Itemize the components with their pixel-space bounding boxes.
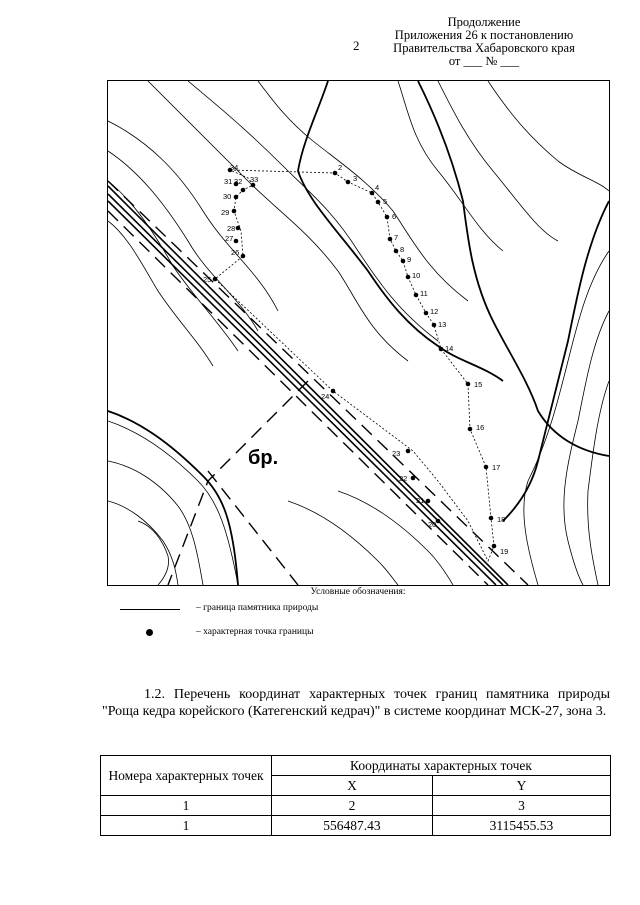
boundary-line-symbol [120, 609, 180, 610]
boundary-point-30 [234, 195, 239, 200]
boundary-point-18 [489, 516, 494, 521]
index-cell: 2 [272, 796, 433, 816]
table-index-row [101, 796, 611, 816]
header-line: Приложения 26 к постановлению [394, 28, 574, 42]
legend-title: Условные обозначения: [310, 587, 406, 597]
boundary-point-12 [424, 311, 429, 316]
header-line: Правительства Хабаровского края [393, 41, 575, 55]
boundary-point-label-11: 11 [420, 289, 428, 298]
header-line: Продолжение [447, 15, 521, 29]
boundary-point-label-12: 12 [430, 307, 439, 316]
boundary-point-label-3: 3 [353, 174, 358, 183]
boundary-point-24 [331, 389, 336, 394]
boundary-point-19 [492, 544, 497, 549]
boundary-point-11 [414, 293, 419, 298]
legend-boundary-label: – граница памятника природы [196, 603, 319, 613]
boundary-point-15 [466, 382, 471, 387]
boundary-point-label-23: 23 [392, 449, 401, 458]
boundary-point-13 [432, 323, 437, 328]
header-coords: Координаты характерных точек [272, 756, 611, 776]
boundary-point-8 [394, 249, 399, 254]
boundary-point-25 [213, 277, 218, 282]
boundary-point-27 [234, 239, 239, 244]
x-coordinate-cell: 556487.43 [272, 816, 433, 836]
boundary-point-label-4: 4 [375, 183, 380, 192]
boundary-point-label-15: 15 [474, 380, 483, 389]
page-number: 2 [353, 38, 360, 53]
boundary-point-28 [236, 226, 241, 231]
boundary-point-10 [406, 275, 411, 280]
thick-contour-lines [108, 81, 609, 585]
dashed-lines [108, 181, 528, 585]
boundary-point-label-28: 28 [227, 224, 236, 233]
boundary-point-label-16: 16 [476, 423, 485, 432]
boundary-point-9 [401, 259, 406, 264]
map-canvas [108, 81, 609, 585]
boundary-point-label-27: 27 [225, 234, 234, 243]
boundary-point-5 [376, 200, 381, 205]
boundary-point-22 [411, 476, 416, 481]
boundary-point-3 [346, 180, 351, 185]
boundary-point-label-34: 34 [230, 163, 239, 172]
boundary-point-6 [385, 215, 390, 220]
boundary-point-2 [333, 171, 338, 176]
boundary-point-label-2: 2 [338, 163, 343, 172]
boundary-point-29 [232, 209, 237, 214]
boundary-map [107, 80, 610, 586]
header-y: Y [432, 776, 610, 796]
boundary-point-label-18: 18 [497, 515, 506, 524]
section-paragraph [102, 686, 610, 720]
boundary-point-label-6: 6 [392, 212, 397, 221]
section-text: 1.2. Перечень координат характерных точек границ памятника природы "Роща кедра корейского (Категенский кедрач)" в системе координат МСК-27, зона 3. [102, 687, 610, 719]
index-cell: 1 [101, 796, 272, 816]
boundary-point-label-7: 7 [394, 233, 399, 242]
header-line: от ___ № ___ [448, 54, 520, 68]
boundary-point-label-24: 24 [321, 392, 330, 401]
boundary-point-label-21: 21 [416, 496, 425, 505]
boundary-point-21 [426, 499, 431, 504]
boundary-point-label-20: 20 [428, 520, 437, 529]
coordinates-table [100, 755, 611, 836]
boundary-point-label-8: 8 [400, 245, 405, 254]
document-header [354, 16, 614, 68]
boundary-point-label-29: 29 [221, 208, 230, 217]
boundary-point-label-25: 25 [203, 275, 212, 284]
boundary-point-label-17: 17 [492, 463, 501, 472]
boundary-point-26 [241, 254, 246, 259]
point-symbol [146, 629, 153, 636]
header-points: Номера характерных точек [101, 756, 272, 796]
boundary-point-32 [241, 188, 246, 193]
boundary-point-label-33: 33 [250, 175, 259, 184]
boundary-line [215, 170, 494, 561]
boundary-points [213, 168, 497, 549]
header-x: X [272, 776, 433, 796]
boundary-point-label-19: 19 [500, 547, 509, 556]
boundary-point-label-5: 5 [383, 197, 388, 206]
boundary-point-label-26: 26 [231, 248, 240, 257]
table-row [101, 816, 611, 836]
boundary-point-23 [406, 449, 411, 454]
boundary-point-label-9: 9 [407, 255, 412, 264]
point-number-cell: 1 [101, 816, 272, 836]
index-cell: 3 [432, 796, 610, 816]
boundary-point-label-10: 10 [412, 271, 421, 280]
boundary-point-17 [484, 465, 489, 470]
boundary-point-label-31: 31 [224, 177, 233, 186]
contour-lines [108, 81, 609, 585]
area-label: бр. [248, 447, 279, 469]
boundary-point-label-13: 13 [438, 320, 447, 329]
boundary-point-20 [436, 519, 441, 524]
boundary-point-16 [468, 427, 473, 432]
boundary-point-7 [388, 237, 393, 242]
boundary-point-4 [370, 191, 375, 196]
y-coordinate-cell: 3115455.53 [432, 816, 610, 836]
legend-point-label: – характерная точка границы [196, 627, 314, 637]
boundary-point-label-14: 14 [445, 344, 454, 353]
table-header-row [101, 756, 611, 776]
boundary-point-label-30: 30 [223, 192, 232, 201]
boundary-point-14 [439, 347, 444, 352]
boundary-point-label-32: 32 [234, 177, 243, 186]
road-lines [108, 186, 508, 585]
boundary-point-label-22: 22 [399, 474, 408, 483]
